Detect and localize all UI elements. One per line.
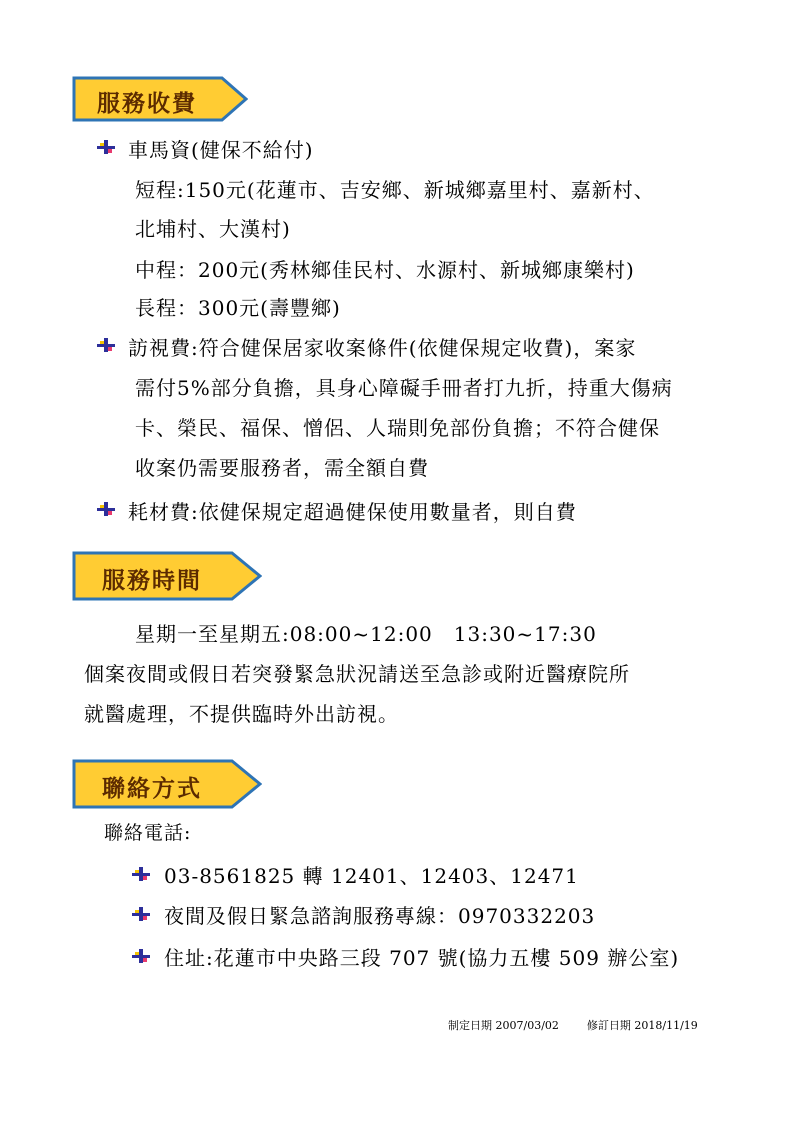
bullet-icon — [132, 949, 150, 963]
section-tag-contact — [72, 759, 262, 809]
fees-material: 耗材費:依健保規定超過健保使用數量者，則自費 — [128, 500, 577, 524]
footer-created-date: 制定日期 2007/03/02 — [448, 1019, 559, 1032]
section-tag-hours — [72, 551, 262, 601]
bullet-icon — [97, 140, 115, 154]
fees-short-2: 北埔村、大漢村) — [135, 217, 291, 241]
bullet-icon — [132, 867, 150, 881]
fees-long: 長程：300元(壽豐鄉) — [135, 296, 341, 320]
contact-phone: 03-8561825 轉 12401、12403、12471 — [164, 864, 579, 888]
section-title-contact: 聯絡方式 — [102, 776, 202, 802]
fees-visit-2: 需付5%部分負擔，具身心障礙手冊者打九折，持重大傷病 — [135, 376, 673, 400]
contact-address: 住址:花蓮市中央路三段 707 號(協力五樓 509 辦公室) — [164, 946, 680, 970]
bullet-icon — [97, 338, 115, 352]
fees-transport-title: 車馬資(健保不給付) — [128, 138, 314, 162]
section-title-hours: 服務時間 — [102, 568, 202, 594]
footer-revised-date: 修訂日期 2018/11/19 — [586, 1019, 698, 1032]
fees-visit-3: 卡、榮民、福保、憎侶、人瑞則免部份負擔；不符合健保 — [135, 416, 660, 440]
hours-schedule: 星期一至星期五:08:00~12:00 13:30~17:30 — [135, 622, 597, 646]
bullet-icon — [132, 907, 150, 921]
hours-note-1: 個案夜間或假日若突發緊急狀況請送至急診或附近醫療院所 — [84, 662, 630, 686]
fees-visit-1: 訪視費:符合健保居家收案條件(依健保規定收費)，案家 — [128, 336, 637, 360]
fees-visit-4: 收案仍需要服務者，需全額自費 — [135, 456, 429, 480]
section-tag-fees — [72, 76, 248, 122]
section-title-fees: 服務收費 — [97, 91, 197, 117]
contact-phone-label: 聯絡電話: — [104, 822, 192, 844]
fees-short: 短程:150元(花蓮市、吉安鄉、新城鄉嘉里村、嘉新村、 — [135, 178, 655, 202]
hours-note-2: 就醫處理，不提供臨時外出訪視。 — [84, 702, 399, 726]
contact-hotline: 夜間及假日緊急諮詢服務專線：0970332203 — [164, 904, 596, 928]
fees-mid: 中程：200元(秀林鄉佳民村、水源村、新城鄉康樂村) — [135, 258, 635, 282]
bullet-icon — [97, 502, 115, 516]
footer-dates — [448, 1017, 726, 1033]
